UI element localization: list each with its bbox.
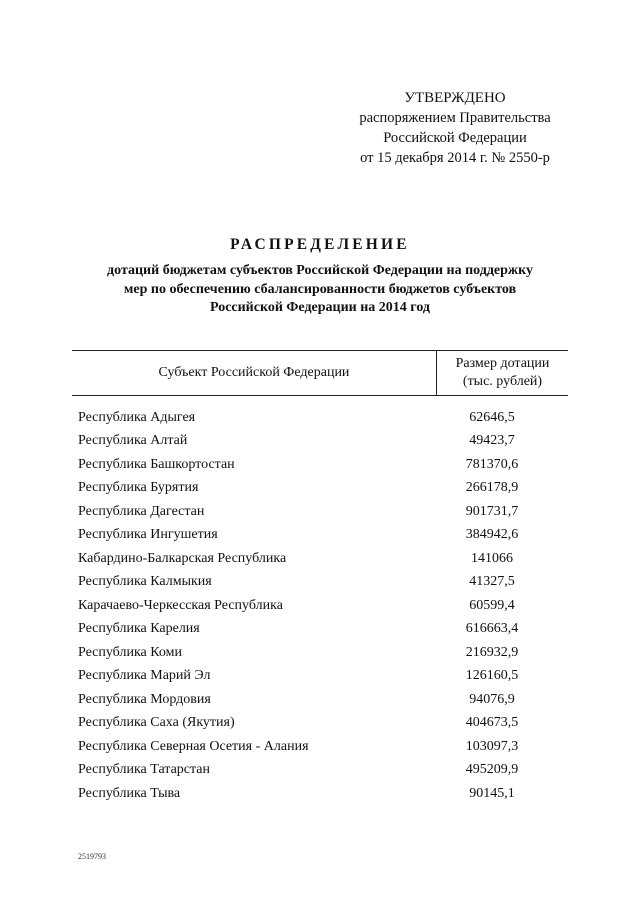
table-row [72,688,568,712]
column-header-amount-line: Размер дотации [455,356,550,371]
table-header [72,351,568,395]
table-row [72,477,568,501]
subsidy-table [72,350,568,806]
table-row [72,712,568,736]
subsidy-amount: 616663,4 [465,621,519,637]
approval-line: распоряжением Правительства [359,110,551,126]
region-name: Республика Алтай [78,433,188,449]
region-name: Республика Дагестан [78,503,205,519]
region-name: Республика Калмыкия [78,574,212,590]
subsidy-amount: 141066 [471,550,513,566]
document-subtitle [70,262,570,318]
table-row [72,641,568,665]
document-number: 2519793 [78,852,106,861]
approval-line: Российской Федерации [383,130,527,146]
region-name: Кабардино-Балкарская Республика [78,550,287,566]
subtitle-line: мер по обеспечению сбалансированности бюджетов субъектов [123,281,517,297]
column-header-subject: Субъект Российской Федерации [72,351,437,395]
subsidy-amount: 781370,6 [465,456,519,472]
subsidy-amount: 404673,5 [465,715,519,731]
subsidy-amount: 90145,1 [469,785,515,801]
region-name: Республика Марий Эл [78,668,211,684]
subsidy-amount: 216932,9 [465,644,519,660]
subtitle-line: дотаций бюджетам субъектов Российской Федерации на поддержку [107,263,533,278]
region-name: Республика Башкортостан [78,456,235,472]
table-row [72,782,568,806]
region-name: Республика Адыгея [78,409,196,425]
table-row [72,759,568,783]
table-row [72,430,568,454]
subsidy-amount: 901731,7 [465,503,519,519]
subsidy-amount: 62646,5 [469,409,515,425]
subsidy-amount: 94076,9 [469,691,515,707]
region-name: Республика Коми [78,644,182,660]
table-row [72,665,568,689]
subsidy-amount: 103097,3 [465,738,519,754]
table-row [72,524,568,548]
subsidy-amount: 49423,7 [469,433,515,449]
table-row [72,571,568,595]
approval-date-line: от 15 декабря 2014 г. № 2550-р [360,150,550,166]
region-name: Республика Саха (Якутия) [78,715,235,731]
region-name: Республика Северная Осетия - Алания [78,738,309,754]
column-header-amount-unit: (тыс. рублей) [462,374,543,389]
table-row [72,500,568,524]
column-header-amount [437,351,568,395]
subsidy-amount: 495209,9 [465,762,519,778]
table-row [72,547,568,571]
document-title: РАСПРЕДЕЛЕНИЕ [230,236,410,253]
subsidy-amount: 384942,6 [465,527,519,543]
region-name: Республика Ингушетия [78,527,218,543]
table-row [72,594,568,618]
subsidy-amount: 266178,9 [465,480,519,496]
subtitle-line: Российской Федерации на 2014 год [209,300,430,315]
table-row [72,618,568,642]
table-row [72,406,568,430]
region-name: Республика Бурятия [78,480,199,496]
region-name: Республика Карелия [78,621,200,637]
region-name: Республика Тыва [78,785,181,801]
table-row [72,453,568,477]
subsidy-amount: 41327,5 [469,574,515,590]
region-name: Республика Татарстан [78,762,211,778]
region-name: Карачаево-Черкесская Республика [78,597,283,613]
subsidy-amount: 60599,4 [469,597,515,613]
subsidy-amount: 126160,5 [465,668,519,684]
approval-heading: УТВЕРЖДЕНО [404,90,506,106]
table-body [72,406,568,806]
region-name: Республика Мордовия [78,691,211,707]
table-row [72,735,568,759]
approval-block [345,88,565,168]
table-header-rule [72,395,568,396]
